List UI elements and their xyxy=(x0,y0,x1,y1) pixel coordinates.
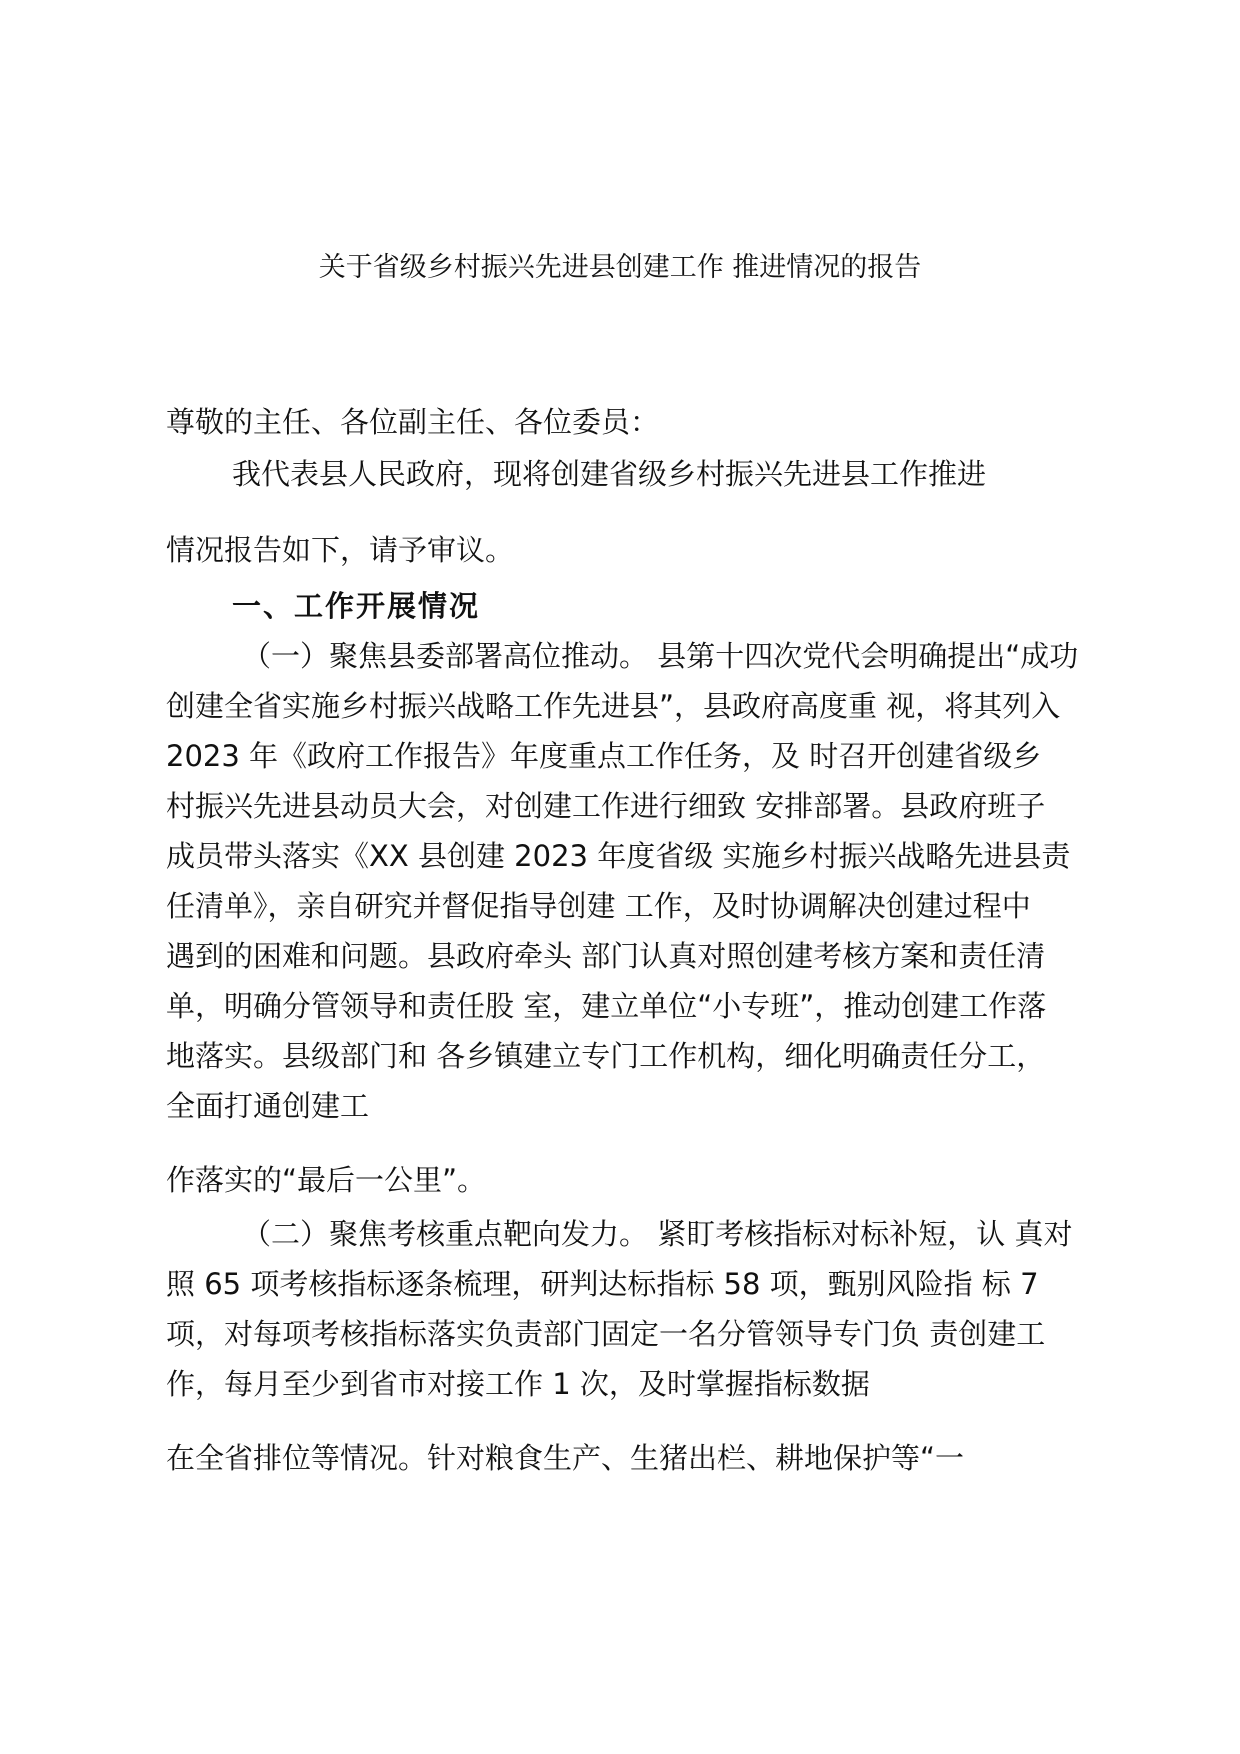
para1-line-9: 地落实。县级部门和 各乡镇建立专门工作机构，细化明确责任分工， xyxy=(166,1039,1046,1073)
para1-line-10: 全面打通创建工 xyxy=(166,1089,370,1123)
para2-line-1: （二）聚焦考核重点靶向发力。 紧盯考核指标对标补短，认 真对 xyxy=(242,1217,1073,1251)
para1-line-3: 2023 年《政府工作报告》年度重点工作任务，及 时召开创建省级乡 xyxy=(166,739,1042,773)
salutation: 尊敬的主任、各位副主任、各位委员： xyxy=(166,405,660,439)
para1-tail: 作落实的“最后一公里”。 xyxy=(166,1163,487,1197)
intro-line-1: 我代表县人民政府，现将创建省级乡村振兴先进县工作推进 xyxy=(232,457,987,491)
para2-line-2: 照 65 项考核指标逐条梳理，研判达标指标 58 项，甄别风险指 标 7 xyxy=(166,1267,1039,1301)
para1-line-5: 成员带头落实《XX 县创建 2023 年度省级 实施乡村振兴战略先进县责 xyxy=(166,839,1071,873)
para1-line-1: （一）聚焦县委部署高位推动。 县第十四次党代会明确提出“成功 xyxy=(242,639,1079,673)
para1-line-7: 遇到的困难和问题。县政府牵头 部门认真对照创建考核方案和责任清 xyxy=(166,939,1046,973)
para1-line-4: 村振兴先进县动员大会，对创建工作进行细致 安排部署。县政府班子 xyxy=(166,789,1046,823)
para1-line-2: 创建全省实施乡村振兴战略工作先进县”，县政府高度重 视，将其列入 xyxy=(166,689,1061,723)
para1-line-8: 单，明确分管领导和责任股 室，建立单位“小专班”，推动创建工作落 xyxy=(166,989,1047,1023)
para2-tail: 在全省排位等情况。针对粮食生产、生猪出栏、耕地保护等“一 xyxy=(166,1441,965,1475)
para1-line-6: 任清单》，亲自研究并督促指导创建 工作，及时协调解决创建过程中 xyxy=(166,889,1031,923)
para2-line-4: 作，每月至少到省市对接工作 1 次，及时掌握指标数据 xyxy=(166,1367,870,1401)
para2-line-3: 项，对每项考核指标落实负责部门固定一名分管领导专门负 责创建工 xyxy=(166,1317,1046,1351)
intro-line-2: 情况报告如下，请予审议。 xyxy=(166,533,515,567)
document-title: 关于省级乡村振兴先进县创建工作 推进情况的报告 xyxy=(318,252,922,283)
section-heading: 一、工作开展情况 xyxy=(232,589,481,623)
